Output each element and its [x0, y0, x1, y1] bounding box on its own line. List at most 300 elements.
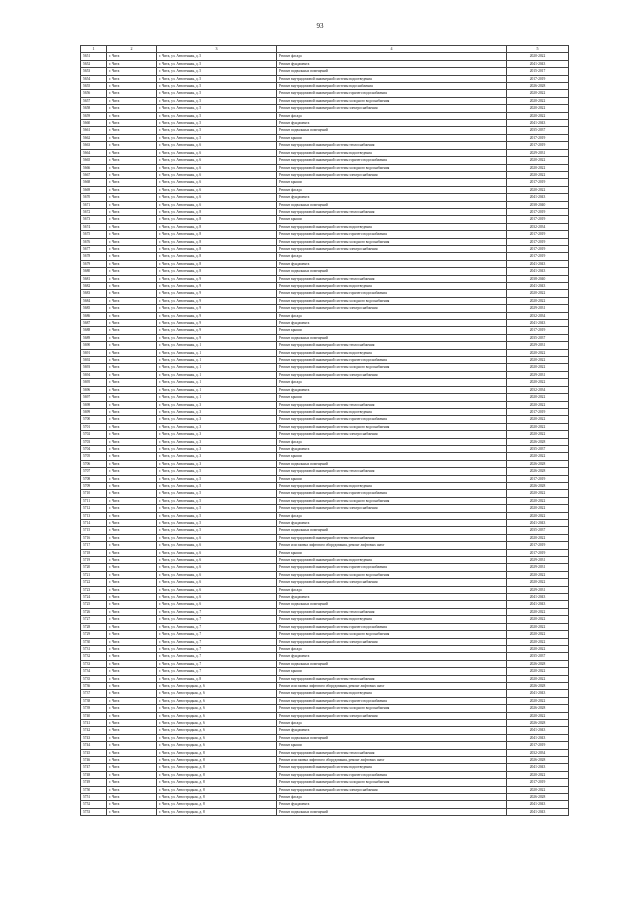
- table-row: [81, 497, 569, 504]
- settlement-cell: г. Чита: [107, 105, 157, 112]
- row-number-cell: 5688: [81, 327, 107, 334]
- row-number-cell: 5683: [81, 290, 107, 297]
- table-row: [81, 601, 569, 608]
- period-cell: 2041-2043: [507, 601, 569, 608]
- settlement-cell: г. Чита: [107, 520, 157, 527]
- work-type-cell: Ремонт фундамента: [277, 60, 507, 67]
- work-type-cell: Ремонт крыши: [277, 549, 507, 556]
- settlement-cell: г. Чита: [107, 468, 157, 475]
- period-cell: 2017-2019: [507, 742, 569, 749]
- address-cell: г. Чита, ул. Автогенная, д. 6: [157, 571, 277, 578]
- period-cell: 2026-2028: [507, 468, 569, 475]
- period-cell: 2020-2022: [507, 394, 569, 401]
- settlement-cell: г. Чита: [107, 794, 157, 801]
- settlement-cell: г. Чита: [107, 757, 157, 764]
- period-cell: 2020-2022: [507, 186, 569, 193]
- row-number-cell: 5722: [81, 579, 107, 586]
- table-row: [81, 53, 569, 60]
- row-number-cell: 5733: [81, 660, 107, 667]
- table-row: [81, 253, 569, 260]
- table-row: [81, 334, 569, 341]
- settlement-cell: г. Чита: [107, 705, 157, 712]
- row-number-cell: 5703: [81, 438, 107, 445]
- row-number-cell: 5718: [81, 549, 107, 556]
- address-cell: г. Чита, ул. Автогенная, д. 5: [157, 83, 277, 90]
- address-cell: г. Чита, ул. Автогенная, д. 3: [157, 445, 277, 452]
- address-cell: г. Чита, ул. Автогенная, д. 6: [157, 142, 277, 149]
- address-cell: г. Чита, ул. Автогенная, д. 5: [157, 105, 277, 112]
- row-number-cell: 5663: [81, 142, 107, 149]
- period-cell: 2035-2037: [507, 527, 569, 534]
- table-row: [81, 349, 569, 356]
- row-number-cell: 5693: [81, 364, 107, 371]
- table-row: [81, 305, 569, 312]
- address-cell: г. Чита, ул. Автогенная, д. 9: [157, 290, 277, 297]
- work-type-cell: Ремонт фасада: [277, 379, 507, 386]
- settlement-cell: г. Чита: [107, 120, 157, 127]
- settlement-cell: г. Чита: [107, 245, 157, 252]
- period-cell: 2017-2019: [507, 179, 569, 186]
- period-cell: 2017-2019: [507, 408, 569, 415]
- row-number-cell: 5664: [81, 149, 107, 156]
- column-header-3: 3: [157, 46, 277, 53]
- period-cell: 2041-2043: [507, 808, 569, 815]
- period-cell: 2020-2022: [507, 771, 569, 778]
- work-type-cell: Ремонт внутридомовой инженерной системы горячего водоснабжения: [277, 90, 507, 97]
- column-header-5: 5: [507, 46, 569, 53]
- table-row: [81, 571, 569, 578]
- work-type-cell: Ремонт внутридомовой инженерной системы электроснабжения: [277, 245, 507, 252]
- period-cell: 2041-2043: [507, 727, 569, 734]
- settlement-cell: г. Чита: [107, 112, 157, 119]
- work-type-cell: Ремонт внутридомовой инженерной системы холодного водоснабжения: [277, 97, 507, 104]
- settlement-cell: г. Чита: [107, 601, 157, 608]
- settlement-cell: г. Чита: [107, 808, 157, 815]
- settlement-cell: г. Чита: [107, 186, 157, 193]
- work-type-cell: Ремонт внутридомовой инженерной системы водоотведения: [277, 149, 507, 156]
- table-row: [81, 416, 569, 423]
- table-row: [81, 608, 569, 615]
- table-row: [81, 586, 569, 593]
- row-number-cell: 5708: [81, 475, 107, 482]
- table-row: [81, 268, 569, 275]
- work-type-cell: Ремонт внутридомовой инженерной системы холодного водоснабжения: [277, 238, 507, 245]
- table-row: [81, 719, 569, 726]
- table-row: [81, 105, 569, 112]
- table-row: [81, 142, 569, 149]
- work-type-cell: Ремонт крыши: [277, 668, 507, 675]
- row-number-cell: 5689: [81, 334, 107, 341]
- period-cell: 2020-2022: [507, 105, 569, 112]
- table-row: [81, 379, 569, 386]
- address-cell: г. Чита, ул. Автогенная, д. 1: [157, 349, 277, 356]
- address-cell: г. Чита, ул. Автострадная, д. 8: [157, 808, 277, 815]
- row-number-cell: 5652: [81, 60, 107, 67]
- row-number-cell: 5695: [81, 379, 107, 386]
- row-number-cell: 5725: [81, 601, 107, 608]
- settlement-cell: г. Чита: [107, 253, 157, 260]
- table-row: [81, 505, 569, 512]
- work-type-cell: Ремонт крыши: [277, 742, 507, 749]
- address-cell: г. Чита, ул. Автогенная, д. 1: [157, 371, 277, 378]
- work-type-cell: Ремонт внутридомовой инженерной системы водоотведения: [277, 75, 507, 82]
- table-row: [81, 223, 569, 230]
- address-cell: г. Чита, ул. Автогенная, д. 5: [157, 134, 277, 141]
- row-number-cell: 5687: [81, 320, 107, 327]
- period-cell: 2026-2028: [507, 438, 569, 445]
- period-cell: 2020-2022: [507, 53, 569, 60]
- row-number-cell: 5677: [81, 245, 107, 252]
- period-cell: 2026-2028: [507, 705, 569, 712]
- table-row: [81, 786, 569, 793]
- row-number-cell: 5690: [81, 342, 107, 349]
- work-type-cell: Ремонт внутридомовой инженерной системы горячего водоснабжения: [277, 416, 507, 423]
- period-cell: 2038-2040: [507, 201, 569, 208]
- table-row: [81, 112, 569, 119]
- settlement-cell: г. Чита: [107, 142, 157, 149]
- table-row: [81, 260, 569, 267]
- period-cell: 2035-2037: [507, 127, 569, 134]
- work-type-cell: Ремонт крыши: [277, 216, 507, 223]
- table-row: [81, 616, 569, 623]
- row-number-cell: 5655: [81, 83, 107, 90]
- work-type-cell: Ремонт внутридомовой инженерной системы электроснабжения: [277, 171, 507, 178]
- row-number-cell: 5702: [81, 431, 107, 438]
- settlement-cell: г. Чита: [107, 386, 157, 393]
- table-row: [81, 342, 569, 349]
- address-cell: г. Чита, ул. Автогенная, д. 9: [157, 305, 277, 312]
- period-cell: 2020-2022: [507, 638, 569, 645]
- period-cell: 2020-2022: [507, 497, 569, 504]
- address-cell: г. Чита, ул. Автогенная, д. 6: [157, 179, 277, 186]
- settlement-cell: г. Чита: [107, 638, 157, 645]
- row-number-cell: 5658: [81, 105, 107, 112]
- settlement-cell: г. Чита: [107, 786, 157, 793]
- row-number-cell: 5745: [81, 749, 107, 756]
- row-number-cell: 5741: [81, 719, 107, 726]
- row-number-cell: 5698: [81, 401, 107, 408]
- settlement-cell: г. Чита: [107, 75, 157, 82]
- address-cell: г. Чита, ул. Автогенная, д. 6: [157, 534, 277, 541]
- row-number-cell: 5686: [81, 312, 107, 319]
- work-type-cell: Ремонт фасада: [277, 312, 507, 319]
- table-row: [81, 534, 569, 541]
- period-cell: 2041-2043: [507, 60, 569, 67]
- settlement-cell: г. Чита: [107, 342, 157, 349]
- work-type-cell: Ремонт внутридомовой инженерной системы водоотведения: [277, 690, 507, 697]
- period-cell: 2020-2022: [507, 571, 569, 578]
- settlement-cell: г. Чита: [107, 231, 157, 238]
- settlement-cell: г. Чита: [107, 60, 157, 67]
- address-cell: г. Чита, ул. Автогенная, д. 5: [157, 53, 277, 60]
- table-row: [81, 794, 569, 801]
- row-number-cell: 5694: [81, 371, 107, 378]
- table-row: [81, 216, 569, 223]
- table-row: [81, 734, 569, 741]
- period-cell: 2017-2019: [507, 475, 569, 482]
- work-type-cell: Ремонт подвальных помещений: [277, 808, 507, 815]
- table-row: [81, 208, 569, 215]
- period-cell: 2026-2028: [507, 482, 569, 489]
- period-cell: 2020-2022: [507, 623, 569, 630]
- address-cell: г. Чита, ул. Автогенная, д. 7: [157, 653, 277, 660]
- settlement-cell: г. Чита: [107, 734, 157, 741]
- row-number-cell: 5707: [81, 468, 107, 475]
- period-cell: 2035-2037: [507, 334, 569, 341]
- table-row: [81, 660, 569, 667]
- work-type-cell: Ремонт внутридомовой инженерной системы горячего водоснабжения: [277, 623, 507, 630]
- address-cell: г. Чита, ул. Автогенная, д. 5: [157, 127, 277, 134]
- settlement-cell: г. Чита: [107, 223, 157, 230]
- table-row: [81, 371, 569, 378]
- period-cell: 2041-2043: [507, 194, 569, 201]
- row-number-cell: 5750: [81, 786, 107, 793]
- work-type-cell: Ремонт или замена лифтового оборудования, ремонт лифтовых шахт: [277, 542, 507, 549]
- address-cell: г. Чита, ул. Автогенная, д. 3: [157, 423, 277, 430]
- settlement-cell: г. Чита: [107, 164, 157, 171]
- row-number-cell: 5666: [81, 164, 107, 171]
- address-cell: г. Чита, ул. Автогенная, д. 9: [157, 320, 277, 327]
- address-cell: г. Чита, ул. Автогенная, д. 3: [157, 431, 277, 438]
- settlement-cell: г. Чита: [107, 334, 157, 341]
- period-cell: 2017-2019: [507, 253, 569, 260]
- row-number-cell: 5721: [81, 571, 107, 578]
- work-type-cell: Ремонт подвальных помещений: [277, 127, 507, 134]
- period-cell: 2038-2040: [507, 275, 569, 282]
- work-type-cell: Ремонт подвальных помещений: [277, 601, 507, 608]
- work-type-cell: Ремонт внутридомовой инженерной системы электроснабжения: [277, 638, 507, 645]
- period-cell: 2029-2031: [507, 342, 569, 349]
- table-row: [81, 201, 569, 208]
- settlement-cell: г. Чита: [107, 364, 157, 371]
- settlement-cell: г. Чита: [107, 749, 157, 756]
- period-cell: 2020-2022: [507, 675, 569, 682]
- work-type-cell: Ремонт фасада: [277, 794, 507, 801]
- settlement-cell: г. Чита: [107, 512, 157, 519]
- work-type-cell: Ремонт фасада: [277, 438, 507, 445]
- work-type-cell: Ремонт внутридомовой инженерной системы горячего водоснабжения: [277, 490, 507, 497]
- work-type-cell: Ремонт подвальных помещений: [277, 734, 507, 741]
- table-row: [81, 468, 569, 475]
- address-cell: г. Чита, ул. Автогенная, д. 7: [157, 608, 277, 615]
- address-cell: г. Чита, ул. Автострадная, д. 8: [157, 786, 277, 793]
- settlement-cell: г. Чита: [107, 260, 157, 267]
- settlement-cell: г. Чита: [107, 401, 157, 408]
- address-cell: г. Чита, ул. Автогенная, д. 8: [157, 245, 277, 252]
- settlement-cell: г. Чита: [107, 149, 157, 156]
- work-type-cell: Ремонт внутридомовой инженерной системы водоотведения: [277, 223, 507, 230]
- table-row: [81, 549, 569, 556]
- table-row: [81, 727, 569, 734]
- work-type-cell: Ремонт фундамента: [277, 594, 507, 601]
- work-type-cell: Ремонт внутридомовой инженерной системы холодного водоснабжения: [277, 423, 507, 430]
- work-type-cell: Ремонт подвальных помещений: [277, 660, 507, 667]
- table-row: [81, 638, 569, 645]
- work-type-cell: Ремонт внутридомовой инженерной системы водоотведения: [277, 408, 507, 415]
- address-cell: г. Чита, ул. Автострадная, д. 6: [157, 719, 277, 726]
- table-row: [81, 520, 569, 527]
- period-cell: 2020-2022: [507, 505, 569, 512]
- row-number-cell: 5661: [81, 127, 107, 134]
- settlement-cell: г. Чита: [107, 68, 157, 75]
- table-row: [81, 327, 569, 334]
- table-row: [81, 401, 569, 408]
- period-cell: 2020-2022: [507, 364, 569, 371]
- period-cell: 2020-2022: [507, 379, 569, 386]
- address-cell: г. Чита, ул. Автогенная, д. 8: [157, 216, 277, 223]
- work-type-cell: Ремонт внутридомовой инженерной системы электроснабжения: [277, 505, 507, 512]
- settlement-cell: г. Чита: [107, 238, 157, 245]
- address-cell: г. Чита, ул. Автострадная, д. 8: [157, 794, 277, 801]
- work-type-cell: Ремонт фасада: [277, 186, 507, 193]
- row-number-cell: 5669: [81, 186, 107, 193]
- settlement-cell: г. Чита: [107, 438, 157, 445]
- table-row: [81, 149, 569, 156]
- row-number-cell: 5720: [81, 564, 107, 571]
- work-type-cell: Ремонт внутридомовой инженерной системы электроснабжения: [277, 305, 507, 312]
- table-row: [81, 238, 569, 245]
- row-number-cell: 5660: [81, 120, 107, 127]
- address-cell: г. Чита, ул. Автогенная, д. 6: [157, 164, 277, 171]
- settlement-cell: г. Чита: [107, 482, 157, 489]
- period-cell: 2020-2022: [507, 290, 569, 297]
- settlement-cell: г. Чита: [107, 445, 157, 452]
- settlement-cell: г. Чита: [107, 127, 157, 134]
- table-row: [81, 171, 569, 178]
- table-row: [81, 320, 569, 327]
- period-cell: 2020-2022: [507, 786, 569, 793]
- period-cell: 2041-2043: [507, 764, 569, 771]
- period-cell: 2017-2019: [507, 779, 569, 786]
- address-cell: г. Чита, ул. Автострадная, д. 6: [157, 697, 277, 704]
- table-row: [81, 127, 569, 134]
- row-number-cell: 5684: [81, 297, 107, 304]
- address-cell: г. Чита, ул. Автогенная, д. 5: [157, 475, 277, 482]
- table-row: [81, 283, 569, 290]
- row-number-cell: 5731: [81, 645, 107, 652]
- row-number-cell: 5742: [81, 727, 107, 734]
- table-row: [81, 631, 569, 638]
- address-cell: г. Чита, ул. Автогенная, д. 5: [157, 112, 277, 119]
- row-number-cell: 5678: [81, 253, 107, 260]
- row-number-cell: 5670: [81, 194, 107, 201]
- period-cell: 2020-2022: [507, 453, 569, 460]
- address-cell: г. Чита, ул. Автогенная, д. 6: [157, 157, 277, 164]
- address-cell: г. Чита, ул. Автогенная, д. 5: [157, 60, 277, 67]
- address-cell: г. Чита, ул. Автогенная, д. 3: [157, 438, 277, 445]
- work-type-cell: Ремонт внутридомовой инженерной системы водоотведения: [277, 764, 507, 771]
- address-cell: г. Чита, ул. Автогенная, д. 3: [157, 416, 277, 423]
- work-type-cell: Ремонт подвальных помещений: [277, 68, 507, 75]
- row-number-cell: 5716: [81, 534, 107, 541]
- period-cell: 2020-2022: [507, 668, 569, 675]
- address-cell: г. Чита, ул. Автострадная, д. 6: [157, 705, 277, 712]
- table-row: [81, 297, 569, 304]
- row-number-cell: 5679: [81, 260, 107, 267]
- period-cell: 2032-2034: [507, 223, 569, 230]
- settlement-cell: г. Чита: [107, 157, 157, 164]
- table-row: [81, 120, 569, 127]
- work-type-cell: Ремонт подвальных помещений: [277, 268, 507, 275]
- work-type-cell: Ремонт внутридомовой инженерной системы горячего водоснабжения: [277, 564, 507, 571]
- period-cell: 2020-2022: [507, 616, 569, 623]
- table-row: [81, 90, 569, 97]
- work-type-cell: Ремонт внутридомовой инженерной системы водоотведения: [277, 616, 507, 623]
- address-cell: г. Чита, ул. Автострадная, д. 8: [157, 801, 277, 808]
- work-type-cell: Ремонт фундамента: [277, 260, 507, 267]
- row-number-cell: 5738: [81, 697, 107, 704]
- address-cell: г. Чита, ул. Автогенная, д. 9: [157, 275, 277, 282]
- address-cell: г. Чита, ул. Автострадная, д. 6: [157, 742, 277, 749]
- work-type-cell: Ремонт подвальных помещений: [277, 334, 507, 341]
- address-cell: г. Чита, ул. Автогенная, д. 8: [157, 675, 277, 682]
- table-row: [81, 764, 569, 771]
- work-type-cell: Ремонт крыши: [277, 394, 507, 401]
- row-number-cell: 5730: [81, 638, 107, 645]
- address-cell: г. Чита, ул. Автогенная, д. 7: [157, 660, 277, 667]
- settlement-cell: г. Чита: [107, 771, 157, 778]
- address-cell: г. Чита, ул. Автогенная, д. 5: [157, 512, 277, 519]
- settlement-cell: г. Чита: [107, 216, 157, 223]
- table-row: [81, 386, 569, 393]
- address-cell: г. Чита, ул. Автострадная, д. 6: [157, 727, 277, 734]
- work-type-cell: Ремонт внутридомовой инженерной системы теплоснабжения: [277, 401, 507, 408]
- period-cell: 2020-2022: [507, 512, 569, 519]
- settlement-cell: г. Чита: [107, 297, 157, 304]
- table-row: [81, 431, 569, 438]
- address-cell: г. Чита, ул. Автогенная, д. 6: [157, 579, 277, 586]
- row-number-cell: 5668: [81, 179, 107, 186]
- period-cell: 2020-2022: [507, 645, 569, 652]
- column-header-4: 4: [277, 46, 507, 53]
- row-number-cell: 5676: [81, 238, 107, 245]
- address-cell: г. Чита, ул. Автогенная, д. 8: [157, 238, 277, 245]
- work-type-cell: Ремонт крыши: [277, 475, 507, 482]
- row-number-cell: 5752: [81, 801, 107, 808]
- table-row: [81, 231, 569, 238]
- table-row: [81, 564, 569, 571]
- table-row: [81, 245, 569, 252]
- settlement-cell: г. Чита: [107, 357, 157, 364]
- settlement-cell: г. Чита: [107, 371, 157, 378]
- settlement-cell: г. Чита: [107, 564, 157, 571]
- period-cell: 2020-2022: [507, 112, 569, 119]
- address-cell: г. Чита, ул. Автогенная, д. 6: [157, 171, 277, 178]
- settlement-cell: г. Чита: [107, 394, 157, 401]
- table-row: [81, 542, 569, 549]
- address-cell: г. Чита, ул. Автогенная, д. 5: [157, 68, 277, 75]
- table-row: [81, 557, 569, 564]
- settlement-cell: г. Чита: [107, 571, 157, 578]
- settlement-cell: г. Чита: [107, 623, 157, 630]
- work-type-cell: Ремонт фундамента: [277, 386, 507, 393]
- row-number-cell: 5699: [81, 408, 107, 415]
- period-cell: 2041-2043: [507, 734, 569, 741]
- address-cell: г. Чита, ул. Автострадная, д. 8: [157, 757, 277, 764]
- row-number-cell: 5665: [81, 157, 107, 164]
- period-cell: 2020-2022: [507, 157, 569, 164]
- period-cell: 2020-2022: [507, 423, 569, 430]
- address-cell: г. Чита, ул. Автогенная, д. 8: [157, 268, 277, 275]
- table-row: [81, 75, 569, 82]
- work-type-cell: Ремонт внутридомовой инженерной системы горячего водоснабжения: [277, 357, 507, 364]
- table-row: [81, 453, 569, 460]
- row-number-cell: 5706: [81, 460, 107, 467]
- work-type-cell: Ремонт фундамента: [277, 445, 507, 452]
- address-cell: г. Чита, ул. Автострадная, д. 8: [157, 749, 277, 756]
- settlement-cell: г. Чита: [107, 171, 157, 178]
- row-number-cell: 5673: [81, 216, 107, 223]
